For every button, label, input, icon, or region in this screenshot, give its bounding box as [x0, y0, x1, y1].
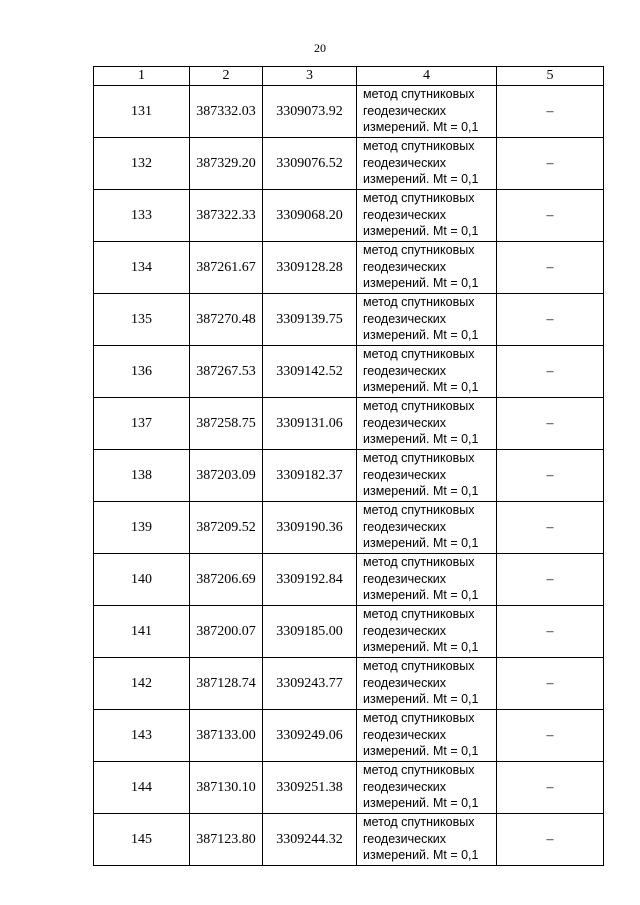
note-cell: –: [497, 606, 604, 658]
table-row: [94, 190, 604, 242]
x-coordinate-cell: 387123.80: [190, 814, 263, 866]
method-cell: метод спутниковых геодезических измерений. Mt = 0,1: [357, 606, 497, 658]
x-coordinate-cell: 387128.74: [190, 658, 263, 710]
point-number-cell: 143: [94, 710, 190, 762]
note-cell: –: [497, 398, 604, 450]
table-row: [94, 242, 604, 294]
note-cell: –: [497, 138, 604, 190]
table-row: [94, 138, 604, 190]
y-coordinate-cell: 3309068.20: [263, 190, 357, 242]
x-coordinate-cell: 387329.20: [190, 138, 263, 190]
note-cell: –: [497, 450, 604, 502]
x-coordinate-cell: 387209.52: [190, 502, 263, 554]
point-number-cell: 140: [94, 554, 190, 606]
method-cell: метод спутниковых геодезических измерений. Mt = 0,1: [357, 450, 497, 502]
column-header-4: 4: [357, 67, 497, 86]
y-coordinate-cell: 3309244.32: [263, 814, 357, 866]
note-cell: –: [497, 294, 604, 346]
y-coordinate-cell: 3309251.38: [263, 762, 357, 814]
point-number-cell: 136: [94, 346, 190, 398]
point-number-cell: 132: [94, 138, 190, 190]
table-row: [94, 762, 604, 814]
point-number-cell: 131: [94, 86, 190, 138]
note-cell: –: [497, 710, 604, 762]
point-number-cell: 144: [94, 762, 190, 814]
y-coordinate-cell: 3309243.77: [263, 658, 357, 710]
y-coordinate-cell: 3309131.06: [263, 398, 357, 450]
note-cell: –: [497, 190, 604, 242]
table-row: [94, 554, 604, 606]
column-header-3: 3: [263, 67, 357, 86]
y-coordinate-cell: 3309076.52: [263, 138, 357, 190]
note-cell: –: [497, 554, 604, 606]
table-row: [94, 398, 604, 450]
table-row: [94, 86, 604, 138]
table-row: [94, 606, 604, 658]
x-coordinate-cell: 387270.48: [190, 294, 263, 346]
y-coordinate-cell: 3309128.28: [263, 242, 357, 294]
table-row: [94, 814, 604, 866]
x-coordinate-cell: 387332.03: [190, 86, 263, 138]
column-header-1: 1: [94, 67, 190, 86]
method-cell: метод спутниковых геодезических измерений. Mt = 0,1: [357, 762, 497, 814]
y-coordinate-cell: 3309192.84: [263, 554, 357, 606]
table-row: [94, 294, 604, 346]
table-body: [94, 86, 604, 866]
point-number-cell: 133: [94, 190, 190, 242]
x-coordinate-cell: 387261.67: [190, 242, 263, 294]
y-coordinate-cell: 3309073.92: [263, 86, 357, 138]
point-number-cell: 138: [94, 450, 190, 502]
point-number-cell: 134: [94, 242, 190, 294]
header-row: [94, 67, 604, 86]
page-number: 20: [314, 41, 326, 55]
column-header-2: 2: [190, 67, 263, 86]
point-number-cell: 139: [94, 502, 190, 554]
point-number-cell: 137: [94, 398, 190, 450]
y-coordinate-cell: 3309185.00: [263, 606, 357, 658]
method-cell: метод спутниковых геодезических измерений. Mt = 0,1: [357, 294, 497, 346]
table-row: [94, 346, 604, 398]
point-number-cell: 141: [94, 606, 190, 658]
x-coordinate-cell: 387203.09: [190, 450, 263, 502]
note-cell: –: [497, 502, 604, 554]
note-cell: –: [497, 814, 604, 866]
x-coordinate-cell: 387267.53: [190, 346, 263, 398]
method-cell: метод спутниковых геодезических измерений. Mt = 0,1: [357, 346, 497, 398]
x-coordinate-cell: 387200.07: [190, 606, 263, 658]
method-cell: метод спутниковых геодезических измерений. Mt = 0,1: [357, 242, 497, 294]
y-coordinate-cell: 3309139.75: [263, 294, 357, 346]
x-coordinate-cell: 387322.33: [190, 190, 263, 242]
method-cell: метод спутниковых геодезических измерений. Mt = 0,1: [357, 502, 497, 554]
y-coordinate-cell: 3309249.06: [263, 710, 357, 762]
y-coordinate-cell: 3309142.52: [263, 346, 357, 398]
method-cell: метод спутниковых геодезических измерений. Mt = 0,1: [357, 658, 497, 710]
coordinates-table: [93, 66, 604, 866]
x-coordinate-cell: 387206.69: [190, 554, 263, 606]
method-cell: метод спутниковых геодезических измерений. Mt = 0,1: [357, 138, 497, 190]
column-header-5: 5: [497, 67, 604, 86]
x-coordinate-cell: 387258.75: [190, 398, 263, 450]
note-cell: –: [497, 346, 604, 398]
point-number-cell: 145: [94, 814, 190, 866]
note-cell: –: [497, 658, 604, 710]
table-row: [94, 710, 604, 762]
method-cell: метод спутниковых геодезических измерений. Mt = 0,1: [357, 190, 497, 242]
table-row: [94, 658, 604, 710]
x-coordinate-cell: 387130.10: [190, 762, 263, 814]
method-cell: метод спутниковых геодезических измерений. Mt = 0,1: [357, 554, 497, 606]
table-row: [94, 450, 604, 502]
method-cell: метод спутниковых геодезических измерений. Mt = 0,1: [357, 398, 497, 450]
table-row: [94, 502, 604, 554]
note-cell: –: [497, 86, 604, 138]
x-coordinate-cell: 387133.00: [190, 710, 263, 762]
note-cell: –: [497, 242, 604, 294]
y-coordinate-cell: 3309182.37: [263, 450, 357, 502]
point-number-cell: 142: [94, 658, 190, 710]
note-cell: –: [497, 762, 604, 814]
y-coordinate-cell: 3309190.36: [263, 502, 357, 554]
method-cell: метод спутниковых геодезических измерений. Mt = 0,1: [357, 710, 497, 762]
point-number-cell: 135: [94, 294, 190, 346]
method-cell: метод спутниковых геодезических измерений. Mt = 0,1: [357, 814, 497, 866]
method-cell: метод спутниковых геодезических измерений. Mt = 0,1: [357, 86, 497, 138]
